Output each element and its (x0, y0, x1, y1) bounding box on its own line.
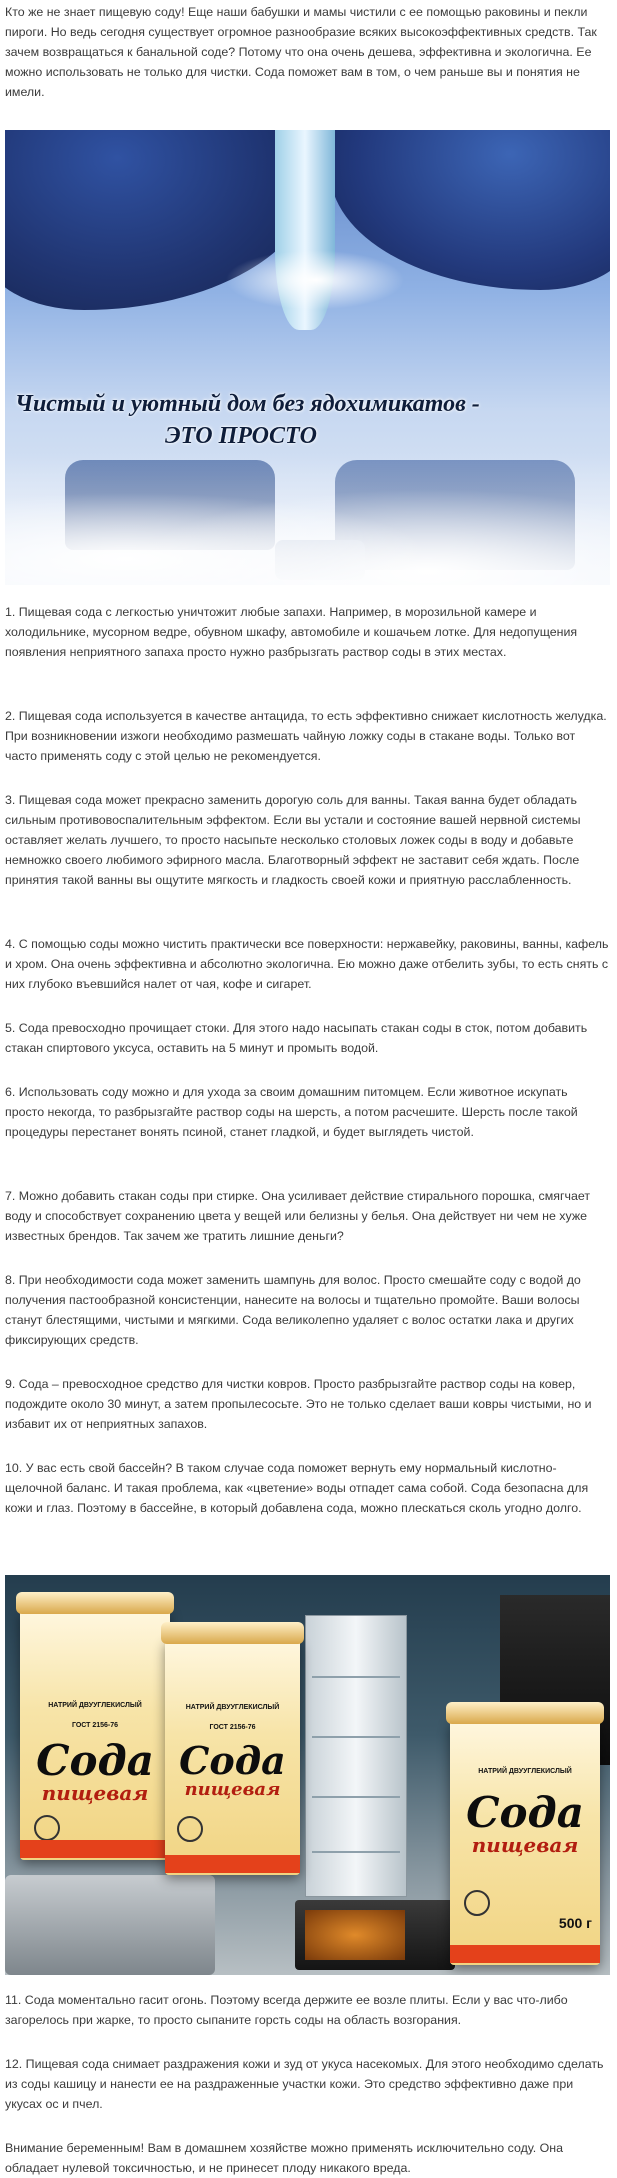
brand-logo-icon (34, 1815, 60, 1841)
brand-logo-icon (464, 1890, 490, 1916)
soda-box-middle: НАТРИЙ ДВУУГЛЕКИСЛЫЙ ГОСТ 2156-76 Сода пищевая (165, 1640, 300, 1875)
pregnancy-warning: Внимание беременным! Вам в домашнем хозяйстве можно применять исключительно соду. Она обладает нулевой токсичностью, и не принесет плоду никакого вреда. (5, 2141, 564, 2175)
clouds (5, 455, 610, 585)
tip-5: 5. Сода превосходно прочищает стоки. Для этого надо насыпать стакан соды в сток, потом добавить стакан спиртового уксуса, оставить на 5 минут и промыть водой. (5, 1021, 588, 1055)
banner-caption-line2: ЭТО ПРОСТО (165, 423, 317, 449)
tip-4: 4. С помощью соды можно чистить практически все поверхности: нержавейку, раковины, ванны, кафель и хром. Она очень эффективна и абсолютно экологична. Ею можно даже отбелить зубы, то есть снять с них глубоко въевшийся налет от чая, кофе и сигарет. (5, 937, 609, 991)
banner-caption (15, 388, 600, 452)
tip-12: 12. Пищевая сода снимает раздражения кожи и зуд от укуса насекомых. Для этого необходимо сделать из соды кашицу и нанести ее на раздраженные участки кожи. Это средство эффективно даже при укусах ос и пчел. (5, 2057, 604, 2111)
tip-6: 6. Использовать соду можно и для ухода за своим домашним питомцем. Если животное искупать просто некогда, то разбрызгайте раствор соды на шерсть, а потом расчешите. Шерсть после такой процедуры перестанет вонять псиной, станет гладкой, и будет выглядеть чистой. (5, 1085, 578, 1139)
kitchen-sink (5, 1875, 215, 1975)
intro-paragraph: Кто же не знает пищевую соду! Еще наши бабушки и мамы чистили с ее помощью раковины и пекли пироги. Но ведь сегодня существует огромное разнообразие всяких высокоэффективных средств. Так зачем возвращаться к банальной соде? Потому что она очень дешева, эффективна и экологична. Ее можно использовать не только для чистки. Сода поможет вам в том, о чем раньше вы и понятия не имели. (5, 5, 597, 99)
baking-soda-kitchen-image (5, 1575, 610, 1975)
tip-11: 11. Сода моментально гасит огонь. Поэтому всегда держите ее возле плиты. Если у вас что-либо загорелось при жарке, то просто сыпаните горсть соды на область возгорания. (5, 1993, 568, 2027)
tip-7: 7. Можно добавить стакан соды при стирке. Она усиливает действие стирального порошка, смягчает воду и способствует сохранению цвета у вещей или белизны у белья. Она действует ни чем не хуже известных брендов. Так зачем же тратить лишние деньги? (5, 1189, 590, 1243)
weight-label: 500 г (558, 1915, 592, 1931)
soda-box-right: НАТРИЙ ДВУУГЛЕКИСЛЫЙ Сода пищевая 500 г (450, 1720, 600, 1965)
tip-9: 9. Сода – превосходное средство для чистки ковров. Просто разбрызгайте раствор соды на ковер, подождите около 30 минут, а затем пропылесосьте. Это не только сделает ваши ковры чистыми, но и избавит их от неприятных запахов. (5, 1377, 592, 1431)
microwave (295, 1900, 455, 1970)
clean-home-banner-image (5, 130, 610, 585)
brand-logo-icon (177, 1816, 203, 1842)
soda-box-left: НАТРИЙ ДВУУГЛЕКИСЛЫЙ ГОСТ 2156-76 Сода пищевая (20, 1610, 170, 1860)
banner-caption-line1: Чистый и уютный дом без ядохимикатов - (15, 391, 480, 417)
tip-3: 3. Пищевая сода может прекрасно заменить дорогую соль для ванны. Такая ванна будет обладать сильным противовоспалительным эффектом. Если вы устали и состояние вашей нервной системы оставляет желать лучшего, то просто насыпьте несколько столовых ложек соды в воду и добавьте немножко своего любимого эфирного масла. Благотворный эффект не заставит себя ждать. После принятия такой ванны вы ощутите мягкость и гладкость своей кожи и приятную расслабленность. (5, 793, 581, 887)
tip-1: 1. Пищевая сода с легкостью уничтожит любые запахи. Например, в морозильной камере и холодильнике, мусорном ведре, обувном шкафу, автомобиле и кошачьем лотке. Для недопущения появления неприятного запаха просто нужно разбрызгать раствор соды в этих местах. (5, 605, 578, 659)
open-fridge (305, 1615, 407, 1897)
light-glow (225, 250, 405, 310)
tip-2: 2. Пищевая сода используется в качестве антацида, то есть эффективно снижает кислотность желудка. При возникновении изжоги необходимо размешать чайную ложку соды в стакане воды. Только вот часто применять соду с этой целью не рекомендуется. (5, 709, 607, 763)
tip-8: 8. При необходимости сода может заменить шампунь для волос. Просто смешайте соду с водой до получения пастообразной консистенции, нанесите на волосы и тщательно промойте. Ваши волосы станут блестящими, чистыми и мягкими. Сода великолепно удаляет с волос остатки лака и других фиксирующих средств. (5, 1273, 581, 1347)
tip-10: 10. У вас есть свой бассейн? В таком случае сода поможет вернуть ему нормальный кислотно-щелочной баланс. И такая проблема, как «цветение» воды отпадет сама собой. Сода безопасна для кожи и глаз. Поэтому в бассейне, в который добавлена сода, можно плескаться сколь угодно долго. (5, 1461, 589, 1515)
